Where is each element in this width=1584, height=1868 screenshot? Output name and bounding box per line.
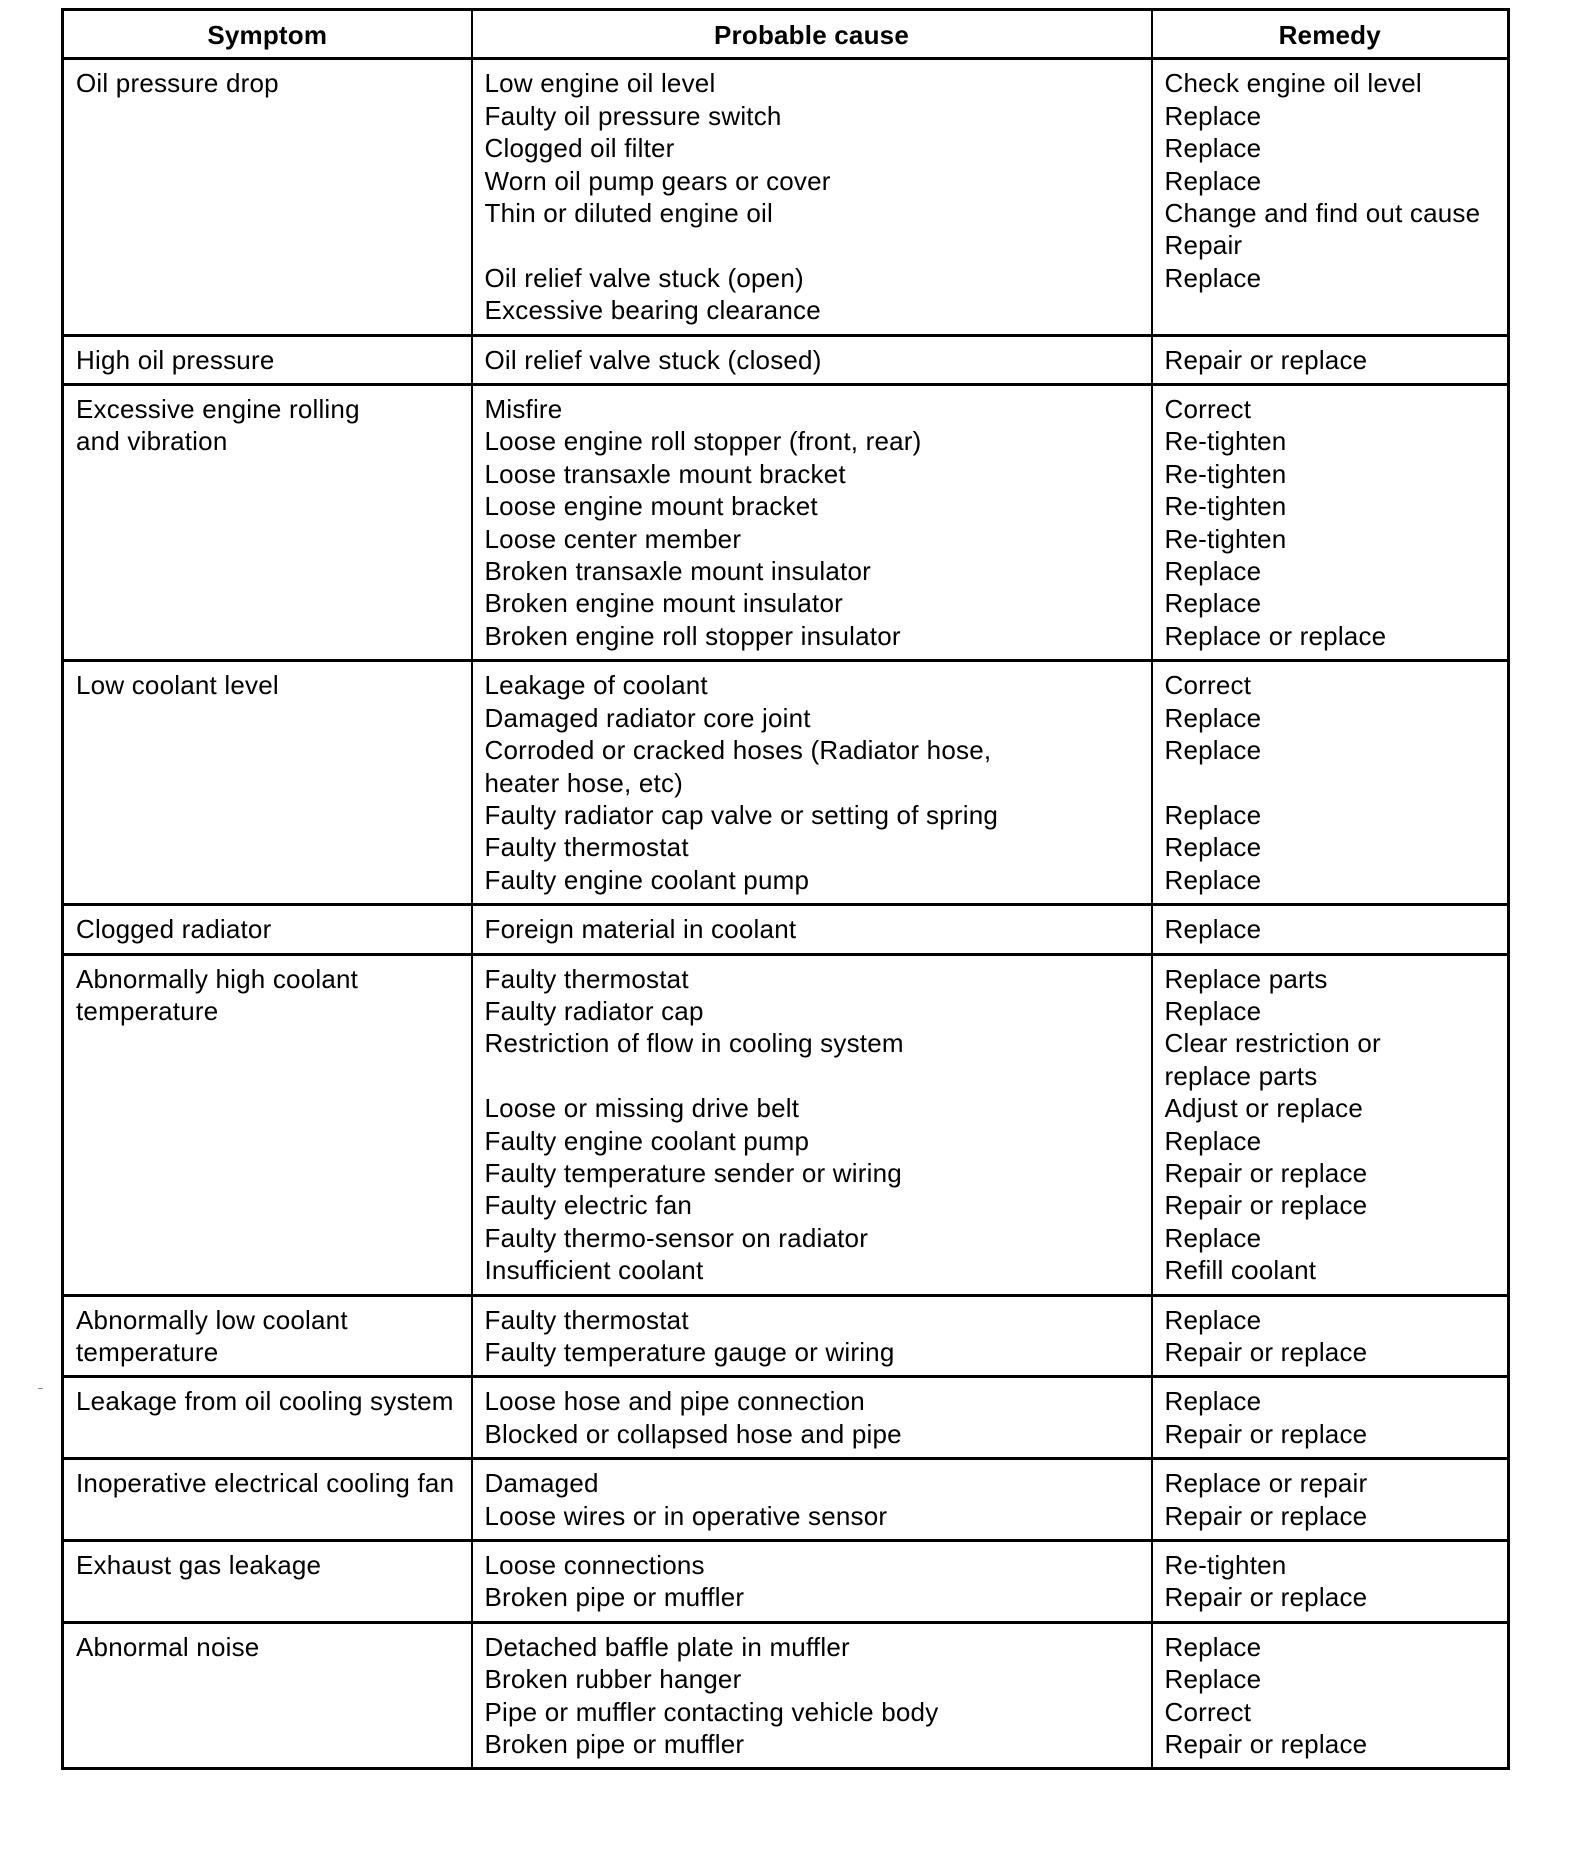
probable-cause-cell-line: Broken pipe or muffler <box>484 1582 745 1613</box>
probable-cause-cell <box>472 1295 1152 1377</box>
remedy-cell-line: Replace <box>1164 914 1262 945</box>
remedy-cell-line: Re-tighten <box>1164 1550 1287 1581</box>
symptom-cell-line: temperature <box>76 1337 219 1368</box>
probable-cause-cell-line: Blocked or collapsed hose and pipe <box>484 1418 902 1449</box>
remedy-cell-line: Replace <box>1164 735 1262 766</box>
probable-cause-cell-line <box>485 229 1139 261</box>
probable-cause-cell <box>472 1459 1152 1541</box>
symptom-cell <box>63 954 472 1295</box>
remedy-cell-line: Replace <box>1164 133 1262 164</box>
remedy-cell <box>1152 1459 1509 1541</box>
remedy-cell-line: replace parts <box>1164 1060 1318 1091</box>
probable-cause-cell-line: Damaged <box>484 1468 599 1499</box>
remedy-cell-line: Repair or replace <box>1164 1337 1368 1368</box>
symptom-cell-line: Abnormally high coolant <box>76 963 359 994</box>
remedy-cell-line: Replace <box>1164 262 1262 293</box>
probable-cause-cell <box>472 335 1152 384</box>
probable-cause-cell-line: Faulty temperature gauge or wiring <box>484 1337 895 1368</box>
probable-cause-cell-line: Detached baffle plate in muffler <box>484 1631 850 1662</box>
remedy-cell-line: Correct <box>1164 1696 1252 1727</box>
remedy-cell-line: Repair or replace <box>1164 1729 1368 1760</box>
remedy-cell-line: Replace <box>1164 799 1262 830</box>
header-symptom: Symptom <box>63 10 472 59</box>
probable-cause-cell-line: Loose connections <box>484 1550 705 1581</box>
symptom-cell-line: Leakage from oil cooling system <box>76 1386 454 1417</box>
remedy-cell-line: Re-tighten <box>1164 491 1287 522</box>
remedy-cell-line: Repair or replace <box>1164 1500 1368 1531</box>
remedy-cell-line: Re-tighten <box>1164 458 1287 489</box>
remedy-cell-line: Replace <box>1164 864 1262 895</box>
symptom-cell <box>63 335 472 384</box>
probable-cause-cell-line: Faulty oil pressure switch <box>484 100 782 131</box>
symptom-cell-line: Excessive engine rolling <box>76 394 360 425</box>
probable-cause-cell <box>472 954 1152 1295</box>
probable-cause-cell-line: Faulty thermostat <box>484 963 689 994</box>
header-remedy: Remedy <box>1152 10 1509 59</box>
remedy-cell <box>1152 1295 1509 1377</box>
probable-cause-cell-line: Pipe or muffler contacting vehicle body <box>484 1696 939 1727</box>
probable-cause-cell <box>472 1377 1152 1459</box>
remedy-cell-line: Repair or replace <box>1164 1190 1368 1221</box>
table-row <box>63 385 1509 661</box>
symptom-cell-line: Low coolant level <box>76 670 279 701</box>
probable-cause-cell-line: Leakage of coolant <box>484 670 708 701</box>
probable-cause-cell-line: Faulty thermostat <box>484 1304 689 1335</box>
remedy-cell-line: Replace <box>1164 165 1262 196</box>
probable-cause-cell-line: Restriction of flow in cooling system <box>484 1028 904 1059</box>
probable-cause-cell-line: Faulty engine coolant pump <box>484 1125 810 1156</box>
probable-cause-cell-line: Worn oil pump gears or cover <box>484 165 831 196</box>
probable-cause-cell-line: Faulty temperature sender or wiring <box>484 1157 902 1188</box>
remedy-cell-line: Replace or repair <box>1164 1468 1368 1499</box>
remedy-cell-line: Repair <box>1164 230 1243 261</box>
remedy-cell-line: Replace <box>1164 100 1262 131</box>
remedy-cell-line: Refill coolant <box>1164 1255 1317 1286</box>
remedy-cell-line <box>1165 294 1496 326</box>
probable-cause-cell-line: Loose or missing drive belt <box>484 1093 800 1124</box>
probable-cause-cell-line: Loose transaxle mount bracket <box>484 458 846 489</box>
probable-cause-cell-line: Excessive bearing clearance <box>484 295 821 326</box>
remedy-cell <box>1152 905 1509 954</box>
remedy-cell-line: Repair or replace <box>1164 1582 1368 1613</box>
probable-cause-cell <box>472 59 1152 335</box>
probable-cause-cell-line: Corroded or cracked hoses (Radiator hose, <box>484 735 992 766</box>
remedy-cell-line: Replace <box>1164 1125 1262 1156</box>
remedy-cell-line: Repair or replace <box>1164 1418 1368 1449</box>
table-row <box>63 954 1509 1295</box>
probable-cause-cell-line: heater hose, etc) <box>484 767 684 798</box>
probable-cause-cell-line: Broken engine roll stopper insulator <box>484 620 901 651</box>
table-row <box>63 1459 1509 1541</box>
table-row <box>63 59 1509 335</box>
remedy-cell-line: Replace <box>1164 995 1262 1026</box>
probable-cause-cell-line: Low engine oil level <box>484 68 716 99</box>
probable-cause-cell-line: Broken transaxle mount insulator <box>484 556 871 587</box>
table-body <box>63 59 1509 1769</box>
remedy-cell <box>1152 335 1509 384</box>
troubleshooting-table <box>61 8 1510 1770</box>
probable-cause-cell-line <box>485 1060 1139 1092</box>
symptom-cell-line: temperature <box>76 995 219 1026</box>
remedy-cell-line: Replace <box>1164 1664 1262 1695</box>
probable-cause-cell-line: Faulty engine coolant pump <box>484 864 810 895</box>
probable-cause-cell-line: Loose engine roll stopper (front, rear) <box>484 426 922 457</box>
remedy-cell-line: Replace parts <box>1164 963 1328 994</box>
header-probable-cause: Probable cause <box>472 10 1152 59</box>
table-row <box>63 1541 1509 1623</box>
symptom-cell <box>63 1622 472 1769</box>
table-row <box>63 1295 1509 1377</box>
symptom-cell <box>63 1377 472 1459</box>
probable-cause-cell-line: Loose center member <box>484 523 742 554</box>
symptom-cell-line: Exhaust gas leakage <box>76 1550 322 1581</box>
table-row <box>63 1377 1509 1459</box>
probable-cause-cell-line: Faulty thermo-sensor on radiator <box>484 1222 869 1253</box>
remedy-cell-line: Replace <box>1164 832 1262 863</box>
remedy-cell-line: Replace or replace <box>1164 620 1387 651</box>
probable-cause-cell-line: Foreign material in coolant <box>484 914 797 945</box>
symptom-cell-line: High oil pressure <box>76 344 275 375</box>
symptom-cell <box>63 1541 472 1623</box>
symptom-cell-line: Abnormal noise <box>76 1631 260 1662</box>
remedy-cell-line: Replace <box>1164 1222 1262 1253</box>
header-row <box>63 10 1509 59</box>
scan-artifact <box>38 1388 43 1389</box>
probable-cause-cell <box>472 661 1152 905</box>
symptom-cell <box>63 905 472 954</box>
remedy-cell <box>1152 661 1509 905</box>
remedy-cell <box>1152 59 1509 335</box>
symptom-cell-line: Oil pressure drop <box>76 68 279 99</box>
probable-cause-cell-line: Insufficient coolant <box>484 1255 704 1286</box>
probable-cause-cell <box>472 905 1152 954</box>
symptom-cell <box>63 385 472 661</box>
remedy-cell <box>1152 1541 1509 1623</box>
symptom-cell-line: Abnormally low coolant <box>76 1304 348 1335</box>
probable-cause-cell <box>472 1622 1152 1769</box>
table-row <box>63 335 1509 384</box>
remedy-cell-line: Adjust or replace <box>1164 1093 1364 1124</box>
remedy-cell <box>1152 1377 1509 1459</box>
probable-cause-cell-line: Thin or diluted engine oil <box>484 198 773 229</box>
symptom-cell <box>63 1459 472 1541</box>
remedy-cell-line: Correct <box>1164 394 1252 425</box>
probable-cause-cell <box>472 1541 1152 1623</box>
symptom-cell-line: and vibration <box>76 426 228 457</box>
remedy-cell-line: Replace <box>1164 702 1262 733</box>
probable-cause-cell-line: Clogged oil filter <box>484 133 675 164</box>
probable-cause-cell-line: Broken engine mount insulator <box>484 588 843 619</box>
table-header <box>63 10 1509 59</box>
table-row <box>63 661 1509 905</box>
remedy-cell-line: Change and find out cause <box>1164 198 1481 229</box>
remedy-cell-line: Re-tighten <box>1164 523 1287 554</box>
remedy-cell-line: Clear restriction or <box>1164 1028 1381 1059</box>
table-row <box>63 905 1509 954</box>
probable-cause-cell-line: Faulty thermostat <box>484 832 689 863</box>
probable-cause-cell-line: Broken pipe or muffler <box>484 1729 745 1760</box>
remedy-cell <box>1152 954 1509 1295</box>
symptom-cell <box>63 59 472 335</box>
remedy-cell-line: Replace <box>1164 1386 1262 1417</box>
table-row <box>63 1622 1509 1769</box>
probable-cause-cell-line: Misfire <box>484 394 563 425</box>
remedy-cell-line: Repair or replace <box>1164 1157 1368 1188</box>
probable-cause-cell-line: Loose engine mount bracket <box>484 491 818 522</box>
remedy-cell-line: Replace <box>1164 556 1262 587</box>
symptom-cell-line: Clogged radiator <box>76 914 272 945</box>
remedy-cell-line: Replace <box>1164 588 1262 619</box>
remedy-cell-line <box>1165 767 1496 799</box>
probable-cause-cell <box>472 385 1152 661</box>
probable-cause-cell-line: Faulty radiator cap <box>484 995 704 1026</box>
probable-cause-cell-line: Faulty radiator cap valve or setting of spring <box>484 799 999 830</box>
remedy-cell-line: Re-tighten <box>1164 426 1287 457</box>
symptom-cell <box>63 661 472 905</box>
probable-cause-cell-line: Faulty electric fan <box>484 1190 693 1221</box>
remedy-cell-line: Correct <box>1164 670 1252 701</box>
remedy-cell-line: Replace <box>1164 1304 1262 1335</box>
remedy-cell <box>1152 1622 1509 1769</box>
probable-cause-cell-line: Damaged radiator core joint <box>484 702 811 733</box>
remedy-cell-line: Check engine oil level <box>1164 68 1422 99</box>
symptom-cell-line: Inoperative electrical cooling fan <box>76 1468 455 1499</box>
probable-cause-cell-line: Oil relief valve stuck (open) <box>484 262 804 293</box>
remedy-cell <box>1152 385 1509 661</box>
probable-cause-cell-line: Loose wires or in operative sensor <box>484 1500 888 1531</box>
remedy-cell-line: Replace <box>1164 1631 1262 1662</box>
probable-cause-cell-line: Broken rubber hanger <box>484 1664 742 1695</box>
symptom-cell <box>63 1295 472 1377</box>
probable-cause-cell-line: Oil relief valve stuck (closed) <box>484 344 822 375</box>
probable-cause-cell-line: Loose hose and pipe connection <box>484 1386 865 1417</box>
remedy-cell-line: Repair or replace <box>1164 344 1368 375</box>
